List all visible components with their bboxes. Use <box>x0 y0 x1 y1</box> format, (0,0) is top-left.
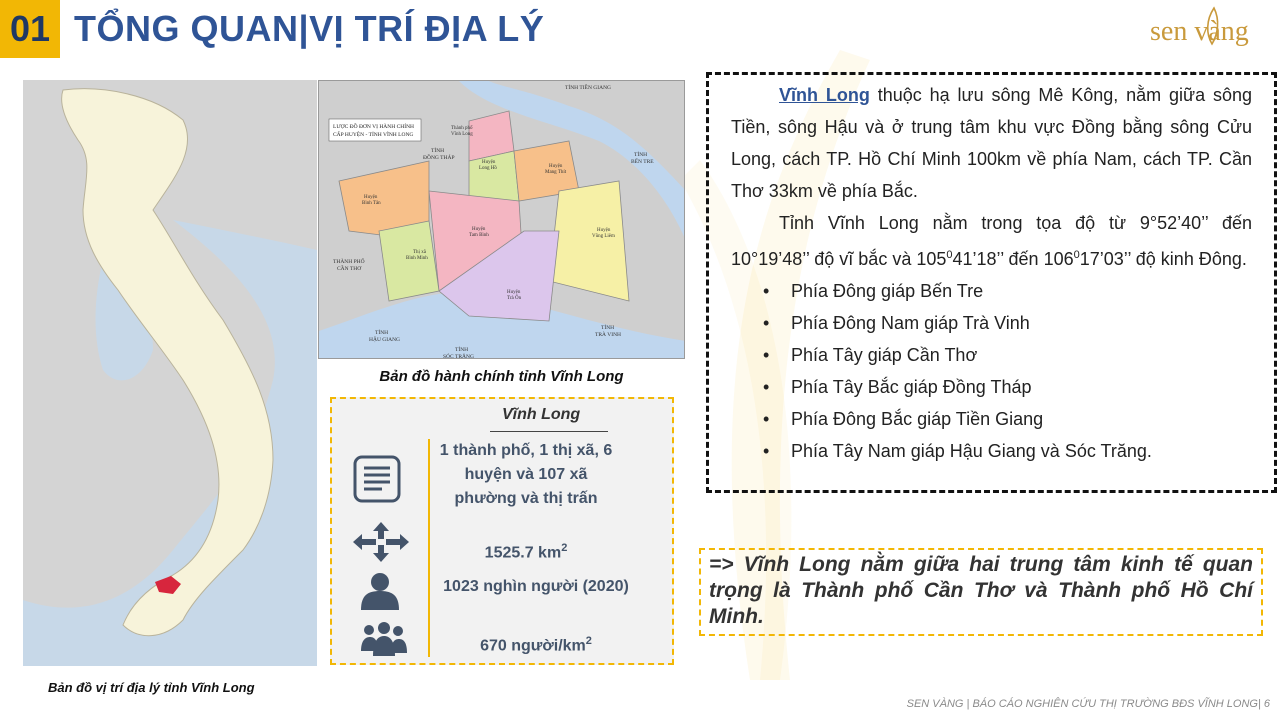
arrows-icon <box>352 521 410 563</box>
conclusion-box: => Vĩnh Long nằm giữa hai trung tâm kinh tế quan trọng là Thành phố Cần Thơ và Thành phố Hồ Chí Minh. <box>699 548 1263 636</box>
info-divider <box>428 439 430 657</box>
brand-logo <box>1148 4 1274 50</box>
district-label-mang-thit-2: Mang Thít <box>545 170 567 175</box>
population-text: 1023 nghìn người (2020) <box>443 578 629 595</box>
district-label-binh-tan-1: Huyện <box>364 195 378 200</box>
label-dong-thap-1: TỈNH <box>431 148 445 154</box>
district-label-binh-minh-2: Bình Minh <box>406 256 428 261</box>
list-item: • Phía Đông Nam giáp Trà Vinh <box>731 307 1252 339</box>
density-exp: 2 <box>585 635 592 647</box>
district-label-vung-liem-1: Huyện <box>597 228 611 233</box>
list-item: • Phía Tây giáp Cần Thơ <box>731 339 1252 371</box>
list-item: • Phía Tây Bắc giáp Đồng Tháp <box>731 371 1252 403</box>
label-hau-giang-1: TỈNH <box>375 330 389 336</box>
district-label-vinh-long-1: Thành phố <box>451 126 473 131</box>
vietnam-location-map <box>23 80 317 666</box>
admin-map <box>318 80 685 359</box>
coords-text-a: Tỉnh Vĩnh Long nằm trong tọa độ từ 9°52’40’’ đến 10°19’48’’ độ vĩ bắc và 105 <box>731 213 1252 269</box>
district-label-tam-binh-2: Tam Bình <box>469 233 489 238</box>
list-item: • Phía Đông giáp Bến Tre <box>731 275 1252 307</box>
district-label-long-ho-2: Long Hồ <box>479 166 497 171</box>
admin-map-caption: Bản đồ hành chính tỉnh Vĩnh Long <box>379 368 624 385</box>
coords-sup-1: 0 <box>946 249 953 261</box>
page-title: TỔNG QUAN|VỊ TRÍ ĐỊA LÝ <box>74 8 545 49</box>
section-number: 01 <box>0 0 60 58</box>
coords-text-c: 17’03’’ độ kinh Đông. <box>1079 249 1247 269</box>
label-ben-tre-2: BẾN TRE <box>631 159 654 165</box>
density-value: 670 người/km <box>480 637 586 655</box>
district-label-mang-thit-1: Huyện <box>549 164 563 169</box>
info-title-underline <box>490 431 608 432</box>
list-item: • Phía Đông Bắc giáp Tiền Giang <box>731 403 1252 435</box>
info-box <box>330 397 674 665</box>
vietnam-map-graphic <box>23 80 317 666</box>
description-paragraph-1-text: thuộc hạ lưu sông Mê Kông, nằm giữa sông Tiền, sông Hậu và ở trung tâm khu vực Đồng bằng sông Cửu Long, cách TP. Hồ Chí Minh 100km về phía Nam, cách TP. Cần Thơ 33km về phía Bắc. <box>731 85 1252 201</box>
brand-logo-text: sen vàng <box>1150 16 1249 47</box>
description-paragraph-2 <box>731 207 1252 275</box>
district-label-tam-binh-1: Huyện <box>472 227 486 232</box>
label-can-tho-2: CẦN THƠ <box>337 266 362 272</box>
label-can-tho-1: THÀNH PHỐ <box>333 259 365 265</box>
info-box-title: Vĩnh Long <box>502 406 581 423</box>
border-list <box>731 275 1252 467</box>
area-value: 1525.7 km <box>484 544 562 562</box>
admin-map-legend-line-1: LƯỢC ĐỒ ĐƠN VỊ HÀNH CHÍNH <box>333 124 415 130</box>
page-footer: SEN VÀNG | BÁO CÁO NGHIÊN CỨU THỊ TRƯỜNG BĐS VĨNH LONG| 6 <box>906 698 1270 710</box>
coords-sup-2: 0 <box>1073 249 1080 261</box>
district-label-tra-on-2: Trà Ôn <box>507 296 522 301</box>
admin-units-text: 1 thành phố, 1 thị xã, 6 huyện và 107 xã phường và thị trấn <box>439 442 613 507</box>
person-icon <box>358 571 402 611</box>
label-tra-vinh-1: TỈNH <box>601 325 615 331</box>
density-text <box>436 629 636 658</box>
district-label-binh-tan-2: Bình Tân <box>362 201 381 206</box>
label-dong-thap-2: ĐỒNG THÁP <box>423 155 455 161</box>
district-label-vung-liem-2: Vũng Liêm <box>592 234 615 239</box>
document-icon <box>352 455 404 503</box>
vinh-long-link[interactable]: Vĩnh Long <box>779 85 870 105</box>
admin-map-legend-line-2: CẤP HUYỆN - TỈNH VĨNH LONG <box>333 132 414 138</box>
admin-map-graphic <box>319 81 685 359</box>
label-tra-vinh-2: TRÀ VINH <box>595 332 622 338</box>
area-exp: 2 <box>561 542 568 554</box>
coords-text-b: 41’18’’ đến 106 <box>952 249 1074 269</box>
district-label-tra-on-1: Huyện <box>507 290 521 295</box>
label-tien-giang: TỈNH TIỀN GIANG <box>565 85 612 91</box>
group-icon <box>360 621 408 657</box>
vietnam-map-caption: Bản đồ vị trí địa lý tỉnh Vĩnh Long <box>48 680 255 695</box>
label-ben-tre-1: TỈNH <box>634 152 648 158</box>
district-label-long-ho-1: Huyện <box>482 160 496 165</box>
list-item: • Phía Tây Nam giáp Hậu Giang và Sóc Trăng. <box>731 435 1252 467</box>
label-hau-giang-2: HẬU GIANG <box>369 337 401 343</box>
label-soc-trang-2: SÓC TRĂNG <box>443 354 474 359</box>
district-label-vinh-long-2: Vĩnh Long <box>451 132 473 137</box>
description-paragraph-1 <box>731 79 1252 207</box>
area-text <box>436 536 616 565</box>
description-box <box>706 72 1277 493</box>
label-soc-trang-1: TỈNH <box>455 347 469 353</box>
district-label-binh-minh-1: Thị xã <box>413 250 426 255</box>
